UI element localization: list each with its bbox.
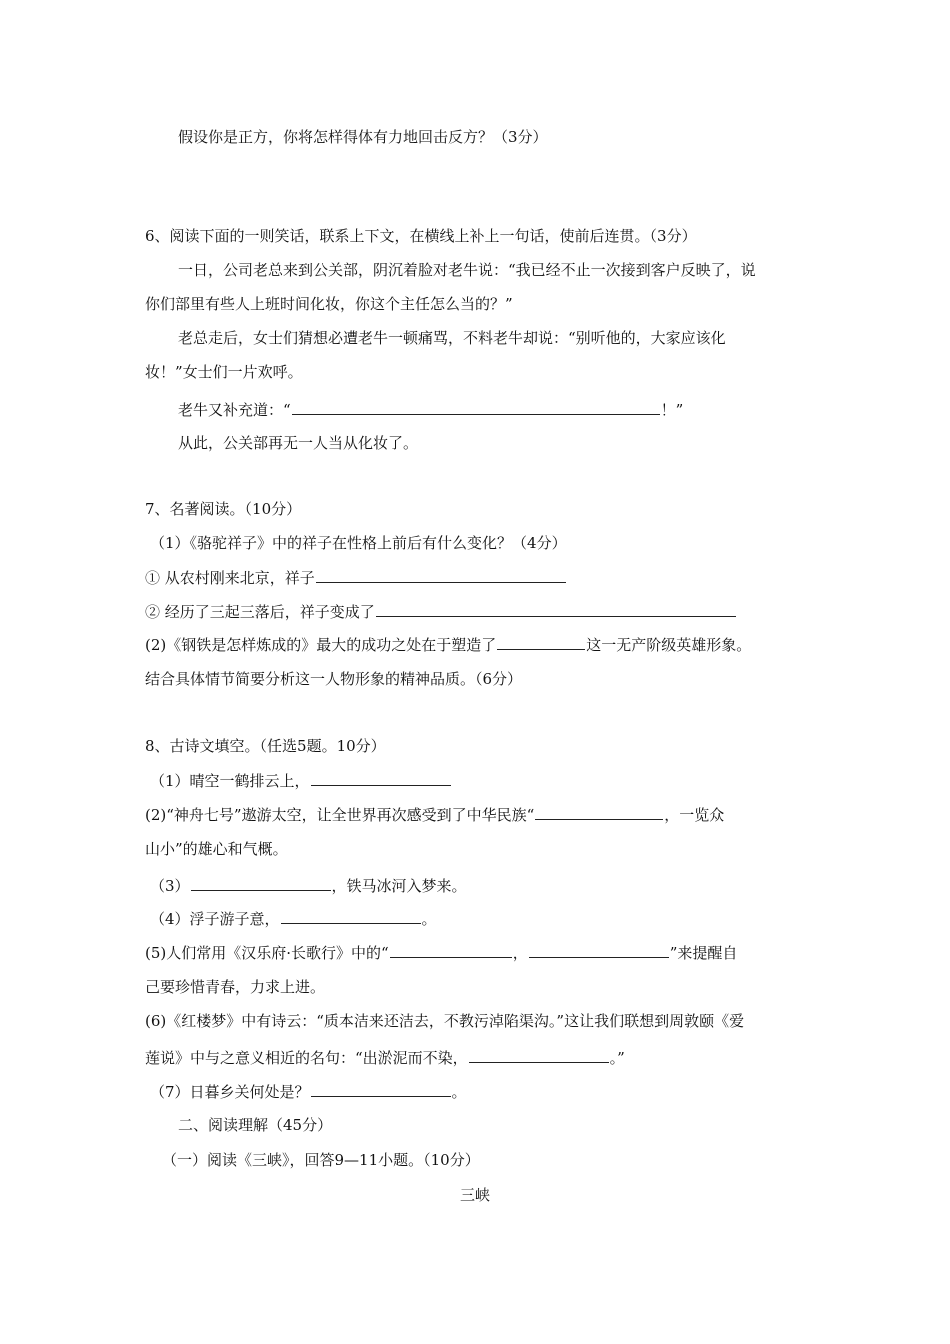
- q8-item-5-blank-2[interactable]: [529, 941, 669, 958]
- q6-paragraph-2b: 妆！”女士们一片欢呼。: [145, 363, 303, 381]
- q7-answer-2: [145, 600, 737, 623]
- part2-title: 二、阅读理解（45分）: [178, 1116, 333, 1134]
- q7-answer-2-prefix: ② 经历了三起三落后，祥子变成了: [145, 603, 375, 621]
- q8-item-5-suffix: ”来提醒自: [669, 944, 738, 962]
- q8-item-3-blank[interactable]: [191, 874, 331, 891]
- q8-item-2-b: 山小”的雄心和气概。: [145, 840, 288, 858]
- q8-item-3: [150, 874, 467, 897]
- q8-item-6-suffix: 。”: [609, 1049, 625, 1067]
- q8-item-3-prefix: （3）: [150, 877, 190, 895]
- q7-sub2-prefix: (2)《钢铁是怎样炼成的》最大的成功之处在于塑造了: [145, 636, 497, 654]
- q8-item-7-suffix: 。: [451, 1083, 467, 1101]
- q8-item-6-prefix: 莲说》中与之意义相近的名句：“出淤泥而不染，: [145, 1049, 468, 1067]
- q6-title: 6、阅读下面的一则笑话，联系上下文，在横线上补上一句话，使前后连贯。（3分）: [145, 227, 697, 245]
- q7-title: 7、名著阅读。（10分）: [145, 500, 302, 518]
- q6-fill-prefix: 老牛又补充道：“: [178, 401, 291, 419]
- q6-paragraph-1a: 一日，公司老总来到公关部，阴沉着脸对老牛说：“我已经不止一次接到客户反映了，说: [178, 261, 756, 279]
- q7-sub2-suffix: 这一无产阶级英雄形象。: [586, 636, 752, 654]
- q8-item-3-suffix: ，铁马冰河入梦来。: [331, 877, 467, 895]
- q8-item-5-blank-1[interactable]: [390, 941, 512, 958]
- q8-item-6a: (6)《红楼梦》中有诗云：“质本洁来还洁去，不教污淖陷渠沟。”这让我们联想到周敦颐《爱: [145, 1012, 745, 1030]
- q8-item-2: [145, 803, 724, 826]
- q8-item-5-sep: ，: [512, 944, 528, 962]
- q8-item-7-blank[interactable]: [311, 1080, 451, 1097]
- q7-answer-1-blank[interactable]: [316, 566, 566, 583]
- q8-item-1-blank[interactable]: [311, 769, 451, 786]
- q6-paragraph-2a: 老总走后，女士们猜想必遭老牛一顿痛骂，不料老牛却说：“别听他的，大家应该化: [178, 329, 726, 347]
- q8-item-2-suffix: ，一览众: [664, 806, 725, 824]
- text-title: 三峡: [459, 1186, 490, 1204]
- q8-item-2-prefix: (2)“神舟七号”遨游太空，让全世界再次感受到了中华民族“: [145, 806, 535, 824]
- q8-item-2-blank[interactable]: [535, 803, 663, 820]
- q7-sub2: [145, 633, 751, 656]
- q6-paragraph-1b: 你们部里有些人上班时间化妆，你这个主任怎么当的？”: [145, 295, 513, 313]
- q7-sub2-b: 结合具体情节简要分析这一人物形象的精神品质。（6分）: [145, 670, 523, 688]
- q7-answer-1: [145, 566, 567, 589]
- q6-fill-suffix: ！”: [660, 401, 684, 419]
- q8-item-1-prefix: （1）晴空一鹤排云上，: [150, 772, 310, 790]
- q8-item-4: [150, 907, 437, 930]
- q8-item-4-prefix: （4）浮子游子意，: [150, 910, 280, 928]
- q6-fill-line: [178, 398, 683, 421]
- q7-sub2-blank[interactable]: [497, 633, 585, 650]
- q8-item-5-b: 己要珍惜青春，力求上进。: [145, 978, 326, 996]
- part2-section-1: （一）阅读《三峡》，回答9—11小题。（10分）: [162, 1151, 480, 1169]
- q8-title: 8、古诗文填空。（任选5题。10分）: [145, 737, 386, 755]
- q5-prompt: 假设你是正方，你将怎样得体有力地回击反方？（3分）: [178, 128, 548, 146]
- q8-item-4-blank[interactable]: [281, 907, 421, 924]
- q6-paragraph-4: 从此，公关部再无一人当从化妆了。: [178, 434, 419, 452]
- q8-item-7-prefix: （7）日暮乡关何处是？: [150, 1083, 310, 1101]
- q8-item-5: [145, 941, 737, 964]
- q8-item-5-prefix: (5)人们常用《汉乐府·长歌行》中的“: [145, 944, 389, 962]
- q8-item-6-blank[interactable]: [469, 1046, 609, 1063]
- q8-item-7: [150, 1080, 467, 1103]
- q7-sub1: （1）《骆驼祥子》中的祥子在性格上前后有什么变化？（4分）: [150, 534, 567, 552]
- q7-answer-1-prefix: ① 从农村刚来北京，祥子: [145, 569, 315, 587]
- q6-answer-blank[interactable]: [292, 398, 660, 415]
- q8-item-4-suffix: 。: [421, 910, 437, 928]
- q8-item-6b: [145, 1046, 625, 1069]
- q7-answer-2-blank[interactable]: [376, 600, 736, 617]
- q8-item-1: [150, 769, 452, 792]
